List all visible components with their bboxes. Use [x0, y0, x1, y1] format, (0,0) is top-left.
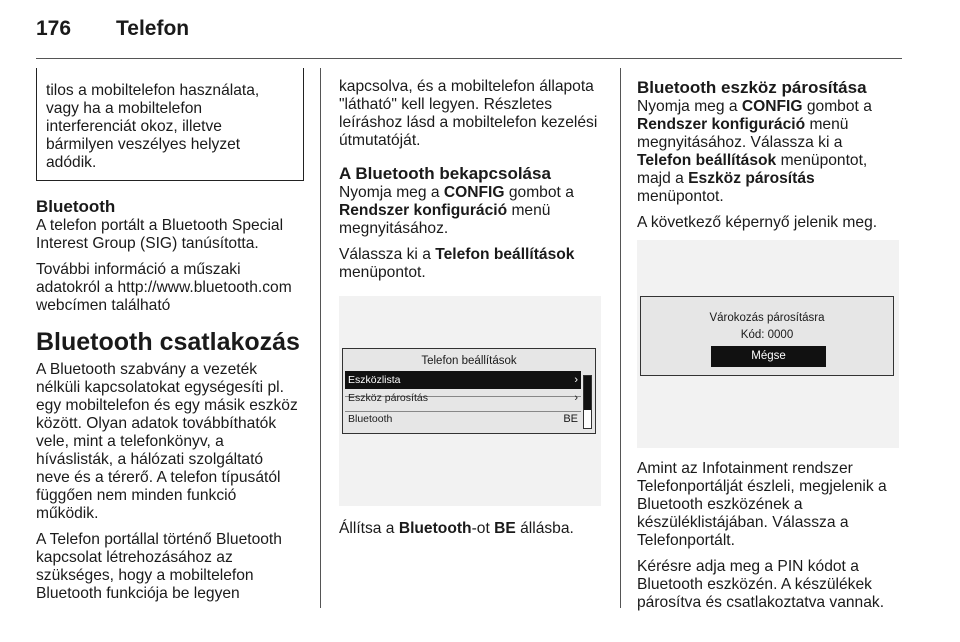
text-line: készüléklistájában. Válassza a — [637, 514, 849, 531]
column-divider-2 — [620, 68, 621, 608]
text-line: kapcsolva, és a mobiltelefon állapota — [339, 78, 594, 95]
menu-item-label: Eszköz párosítás — [348, 392, 428, 404]
menu-item-value: BE — [563, 413, 578, 425]
config-button-ref: CONFIG — [741, 98, 803, 115]
text-line: Telefonportált. — [637, 532, 735, 549]
text-line: működik. — [36, 505, 99, 522]
config-button-ref: CONFIG — [443, 184, 505, 201]
text-line: A Telefon portállal történő Bluetooth — [36, 531, 282, 548]
page-title: Telefon — [116, 17, 190, 40]
dialog-line-waiting: Várokozás párosításra — [709, 312, 825, 324]
menu-item-label: Bluetooth — [348, 413, 393, 425]
text-line: Telefonportálját észleli, megjelenik a — [637, 478, 887, 495]
pair-heading: Bluetooth eszköz párosítása — [637, 78, 867, 97]
connect-paragraph-2 — [36, 531, 304, 603]
warning-line: interferenciát okoz, illetve — [46, 118, 222, 135]
cancel-button[interactable]: Mégse — [711, 346, 826, 367]
bluetooth-heading: Bluetooth — [36, 197, 116, 216]
pair-paragraph-1 — [637, 98, 905, 206]
text-line: párosítva és csatlakoztatva vannak. — [637, 594, 885, 611]
pair-paragraph-4 — [637, 558, 905, 612]
text-line: Bluetooth eszközének a — [637, 496, 803, 513]
dialog-line-code: Kód: 0000 — [740, 329, 794, 341]
warning-box — [36, 68, 304, 181]
text-run: Nyomja meg a — [339, 184, 444, 201]
text-line: További információ a műszaki — [36, 261, 241, 278]
text-line: között. Olyan adatok továbbíthatók — [36, 415, 277, 432]
bluetooth-paragraph-2 — [36, 261, 304, 315]
text-line: "látható" kell legyen. Részletes — [339, 96, 553, 113]
menu-ref: Rendszer konfiguráció — [339, 202, 508, 219]
text-line: Bluetooth eszközén. A készülékek — [637, 576, 872, 593]
screen-title: Telefon beállítások — [421, 355, 517, 367]
menu-item-label: Eszközlista — [348, 374, 401, 386]
text-line: A telefon portált a Bluetooth Special — [36, 217, 284, 234]
chevron-right-icon: › — [574, 374, 578, 386]
pairing-screenshot — [637, 240, 899, 448]
scrollbar[interactable] — [583, 375, 592, 429]
connect-paragraph-1 — [36, 361, 304, 523]
text-line: Bluetooth funkciója be legyen — [36, 585, 240, 602]
activate-heading: A Bluetooth bekapcsolása — [339, 164, 551, 183]
text-line: útmutatóját. — [339, 132, 421, 149]
phone-settings-screenshot — [339, 296, 601, 506]
menu-ref: Rendszer konfiguráció — [637, 116, 806, 133]
setting-ref: Bluetooth — [398, 520, 472, 537]
activate-paragraph-2 — [339, 246, 609, 282]
text-run: gombot a — [802, 98, 872, 115]
connect-heading: Bluetooth csatlakozás — [36, 328, 300, 356]
text-line: Kérésre adja meg a PIN kódot a — [637, 558, 859, 575]
text-run: -ot — [471, 520, 495, 537]
continued-paragraph — [339, 78, 609, 150]
text-run: menüpontot, — [776, 152, 868, 169]
text-line: nélküli kapcsolatokat egységesíti pl. — [36, 379, 284, 396]
text-run: menüpontot. — [339, 264, 426, 281]
text-run: állásba. — [515, 520, 574, 537]
setting-value-ref: BE — [494, 520, 516, 537]
text-run: megnyitásához. — [339, 220, 449, 237]
warning-line: adódik. — [46, 154, 97, 171]
menu-item-device-pairing[interactable] — [345, 389, 581, 407]
text-line: A Bluetooth szabvány a vezeték — [36, 361, 258, 378]
column-2 — [339, 78, 609, 546]
text-line: Interest Group (SIG) tanúsította. — [36, 235, 259, 252]
warning-line: vagy ha a mobiltelefon — [46, 100, 203, 117]
menu-ref: Telefon beállítások — [435, 246, 575, 263]
chevron-right-icon: › — [574, 392, 578, 404]
text-line: szükséges, hogy a mobiltelefon — [36, 567, 254, 584]
column-1 — [36, 68, 304, 603]
text-line: egy mobiltelefon és egy másik eszköz — [36, 397, 298, 414]
text-run: gombot a — [504, 184, 574, 201]
text-line: neve és a térerő. A telefon típusától — [36, 469, 281, 486]
text-run: menüpontot. — [637, 188, 724, 205]
text-run: Állítsa a — [339, 520, 399, 537]
text-run: majd a — [637, 170, 689, 187]
page-number: 176 — [36, 17, 72, 40]
text-line: híváslisták, a hálózati szolgáltató — [36, 451, 264, 468]
column-divider-1 — [320, 68, 321, 608]
activate-paragraph-1 — [339, 184, 609, 238]
scrollbar-thumb[interactable] — [584, 376, 591, 410]
text-line: adatokról a http://www.bluetooth.com — [36, 279, 292, 296]
text-run: menü — [507, 202, 551, 219]
pairing-dialog — [640, 296, 894, 376]
activate-paragraph-3 — [339, 520, 609, 538]
text-line: vele, mint a telefonkönyv, a — [36, 433, 224, 450]
menu-item-bluetooth[interactable] — [345, 410, 581, 428]
infotainment-screen — [342, 348, 596, 434]
menu-item-device-list[interactable] — [345, 371, 581, 389]
header-rule — [36, 58, 902, 59]
column-3 — [637, 78, 905, 612]
text-run: megnyitásához. Válassza ki a — [637, 134, 843, 151]
pair-paragraph-3 — [637, 460, 905, 550]
text-run: Válassza ki a — [339, 246, 436, 263]
text-line: webcímen található — [36, 297, 171, 314]
text-line: függően nem minden funkció — [36, 487, 237, 504]
warning-line: tilos a mobiltelefon használata, — [46, 82, 260, 99]
bluetooth-paragraph-1 — [36, 217, 304, 253]
menu-ref: Telefon beállítások — [637, 152, 777, 169]
text-run: menü — [805, 116, 849, 133]
text-line: leíráshoz lásd a mobiltelefon kezelési — [339, 114, 598, 131]
warning-line: bármilyen veszélyes helyzet — [46, 136, 241, 153]
menu-ref: Eszköz párosítás — [688, 170, 815, 187]
text-run: Nyomja meg a — [637, 98, 742, 115]
text-line: Amint az Infotainment rendszer — [637, 460, 853, 477]
text-line: kapcsolat létrehozásához az — [36, 549, 233, 566]
pair-paragraph-2: A következő képernyő jelenik meg. — [637, 214, 878, 231]
